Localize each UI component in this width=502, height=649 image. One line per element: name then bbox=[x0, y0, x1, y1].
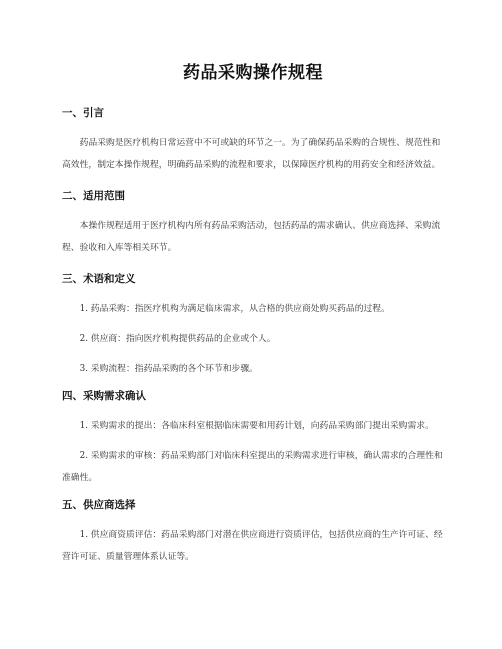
section-heading: 二、适用范围 bbox=[62, 190, 125, 202]
list-item: 2. 供应商：指向医疗机构提供药品的企业或个人。 bbox=[79, 334, 276, 344]
section-paragraph: 本操作规程适用于医疗机构内所有药品采购活动，包括药品的需求确认、供应商选择、采购流程、验收和入库等相关环节。 bbox=[62, 221, 441, 253]
section-heading: 三、术语和定义 bbox=[62, 273, 136, 285]
section-terms bbox=[62, 271, 444, 380]
section-heading: 一、引言 bbox=[62, 107, 104, 119]
list-item: 3. 采购流程：指药品采购的各个环节和步骤。 bbox=[79, 364, 258, 374]
section-heading: 四、采购需求确认 bbox=[62, 390, 146, 402]
section-heading: 五、供应商选择 bbox=[62, 499, 136, 511]
section-paragraph: 药品采购是医疗机构日常运营中不可或缺的环节之一。为了确保药品采购的合规性、规范性和高效性，制定本操作规程，明确药品采购的流程和要求，以保障医疗机构的用药安全和经济效益。 bbox=[62, 138, 441, 170]
section-introduction bbox=[62, 105, 444, 176]
list-item: 1. 采购需求的提出：各临床科室根据临床需要和用药计划，向药品采购部门提出采购需求。 bbox=[79, 421, 434, 431]
section-supplier-selection bbox=[62, 497, 444, 568]
document-title: 药品采购操作规程 bbox=[183, 63, 323, 83]
list-item: 1. 药品采购：指医疗机构为满足临床需求，从合格的供应商处购买药品的过程。 bbox=[79, 304, 390, 314]
list-item: 1. 供应商资质评估：药品采购部门对潜在供应商进行资质评估，包括供应商的生产许可证、经营许可证、质量管理体系认证等。 bbox=[62, 530, 443, 562]
list-item: 2. 采购需求的审核：药品采购部门对临床科室提出的采购需求进行审核，确认需求的合理性和准确性。 bbox=[62, 451, 443, 483]
section-scope bbox=[62, 188, 444, 259]
section-demand-confirmation bbox=[62, 388, 444, 489]
